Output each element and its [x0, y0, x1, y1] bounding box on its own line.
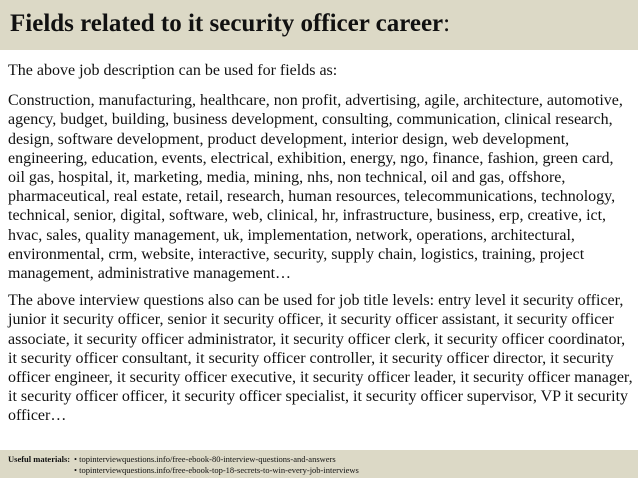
footer-row-1: [8, 454, 638, 465]
footer-label-spacer: [8, 465, 72, 476]
main-content: [8, 61, 634, 426]
title-colon: :: [443, 10, 451, 37]
intro-text: The above job description can be used for fields as:: [8, 62, 338, 79]
useful-materials-label: Useful materials:: [8, 454, 71, 464]
footer-link-ebook-18[interactable]: • topinterviewquestions.info/free-ebook-top-18-secrets-to-win-every-job-interviews: [74, 464, 359, 475]
footer-row-2: [8, 465, 638, 476]
fields-paragraph: Construction, manufacturing, healthcare, non profit, advertising, agile, architecture, automotive, agency, budget, building, business development, consulting, communication, clinical research, design, software development, product development, interior design, web development, engineering, education, events, electrical, exhibition, energy, ngo, finance, fashion, green card, oil gas, hospital, it, marketing, media, mining, nhs, non technical, oil and gas, offshore, pharmaceutical, real estate, retail, research, human resources, telecommunications, technology, technical, senior, digital, software, web, clinical, hr, infrastructure, business, erp, creative, ict, hvac, sales, quality management, uk, implementation, network, operations, architectural, environmental, crm, website, interactive, security, supply chain, logistics, training, project management, administrative management…: [8, 92, 623, 283]
job-levels-paragraph: The above interview questions also can be used for job title levels: entry level it security officer, junior it security officer, senior it security officer, it security officer assistant, it security officer associate, it security officer administrator, it security officer clerk, it security officer coordinator, it security officer consultant, it security officer controller, it security officer director, it security officer engineer, it security officer executive, it security officer leader, it security officer manager, it security officer officer, it security officer specialist, it security officer supervisor, VP it security officer…: [8, 292, 633, 425]
page-title: Fields related to it security officer career: [10, 10, 444, 37]
title-bar: [0, 0, 638, 50]
footer-bar: [0, 450, 638, 478]
footer-link-ebook-80[interactable]: • topinterviewquestions.info/free-ebook-80-interview-questions-and-answers: [74, 454, 336, 464]
